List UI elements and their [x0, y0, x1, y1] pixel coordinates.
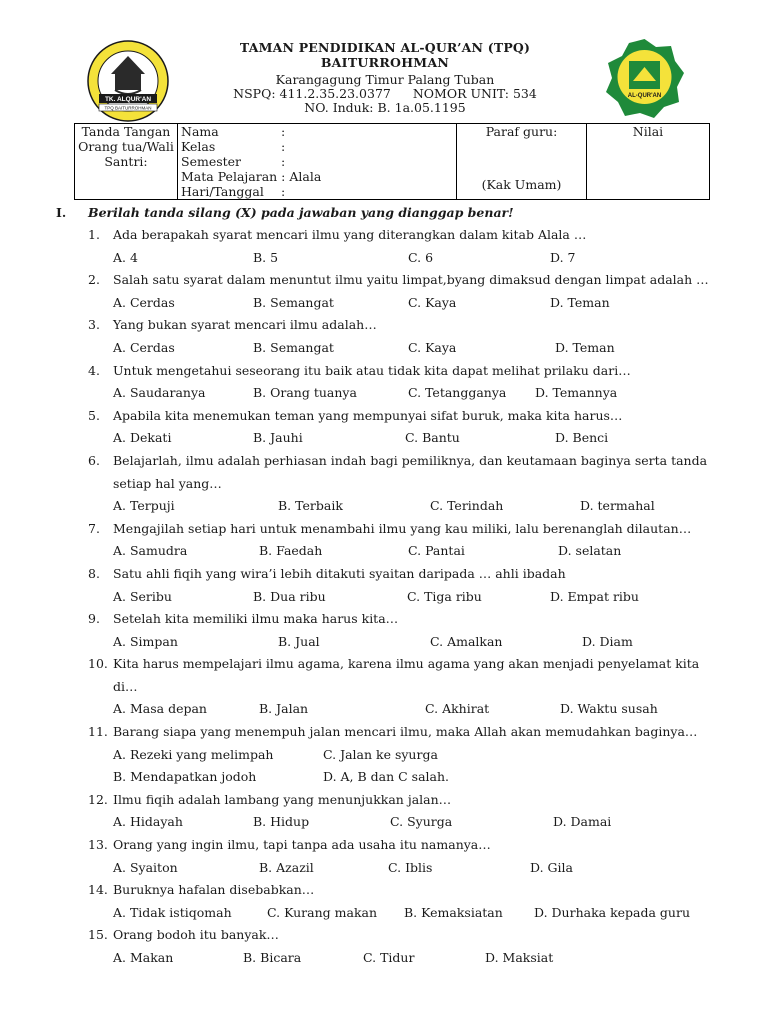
question-text: Salah satu syarat dalam menuntut ilmu yaitu limpat,byang dimaksud dengan limpat adalah … [113, 272, 709, 288]
answer-option[interactable]: B. Jual [278, 633, 320, 649]
answer-option[interactable]: B. Semangat [253, 339, 334, 355]
question-number: 10. [88, 656, 108, 672]
answer-option[interactable]: D. A, B dan C salah. [323, 769, 450, 785]
answer-options-row [88, 811, 728, 834]
answer-option[interactable]: B. Terbaik [278, 498, 343, 514]
answer-option[interactable]: A. Simpan [113, 633, 178, 649]
question-text: Yang bukan syarat mencari ilmu adalah… [113, 317, 377, 333]
question-text: Barang siapa yang menempuh jalan mencari ilmu, maka Allah akan memudahkan baginya… [113, 724, 698, 740]
answer-option[interactable]: D. Teman [555, 339, 615, 355]
school-address: Karangagung Timur Palang Tuban [275, 72, 495, 87]
question-line [88, 360, 728, 383]
signature-label-line2: Orang tua/Wali [78, 139, 174, 154]
school-name: TAMAN PENDIDIKAN AL-QUR’AN (TPQ) [239, 40, 531, 55]
answer-option[interactable]: A. Cerdas [113, 339, 175, 355]
question-number: 15. [88, 927, 108, 943]
question-number: 2. [88, 272, 100, 288]
question-number: 8. [88, 565, 100, 581]
question-number: 3. [88, 317, 100, 333]
answer-option[interactable]: B. Orang tuanya [253, 385, 357, 401]
question-text: di… [113, 678, 138, 694]
answer-option[interactable]: A. Tidak istiqomah [113, 904, 232, 920]
answer-option[interactable]: D. Waktu susah [560, 701, 658, 717]
answer-option[interactable]: B. Azazil [259, 859, 314, 875]
answer-options-row [88, 698, 728, 721]
instruction-text: Berilah tanda silang (X) pada jawaban yang dianggap benar! [88, 205, 514, 220]
answer-option[interactable]: C. Bantu [405, 430, 460, 446]
answer-option[interactable]: A. Masa depan [113, 701, 207, 717]
field-name-colon: : [281, 124, 286, 139]
teacher-name: (Kak Umam) [481, 177, 562, 192]
question-line [88, 721, 728, 744]
answer-option[interactable]: C. Tidur [363, 950, 415, 965]
induk-number: NO. Induk: B. 1a.05.1195 [304, 100, 466, 115]
answer-option[interactable]: A. 4 [113, 249, 138, 265]
answer-option[interactable]: D. Temannya [535, 385, 618, 401]
question-item [88, 224, 728, 269]
signature-label-line1: Tanda Tangan [81, 124, 171, 139]
field-semester-label: Semester [181, 154, 242, 169]
answer-option[interactable]: A. Dekati [113, 430, 172, 446]
question-number: 12. [88, 791, 108, 807]
logo-left-subtext: TPQ BAITURROHMAN [104, 105, 152, 111]
question-line [88, 314, 728, 337]
question-item [88, 834, 728, 879]
answer-option[interactable]: D. Durhaka kepada guru [534, 904, 691, 920]
answer-option[interactable]: C. Pantai [408, 543, 465, 559]
question-item [88, 608, 728, 653]
question-number: 9. [88, 611, 100, 627]
teacher-initial-label: Paraf guru: [485, 124, 558, 139]
field-semester[interactable] [181, 154, 453, 169]
answer-option[interactable]: D. 7 [550, 249, 576, 265]
answer-options-row [88, 495, 728, 518]
question-text: Kita harus mempelajari ilmu agama, karena ilmu agama yang akan menjadi penyelamat kita [113, 656, 700, 672]
answer-option[interactable]: C. Terindah [430, 498, 504, 514]
score-label: Nilai [632, 124, 664, 139]
field-semester-colon: : [281, 154, 286, 169]
logo-left-text: TK. ALQUR'AN [104, 96, 152, 103]
section-number: I. [56, 205, 67, 220]
answer-option[interactable]: B. Semangat [253, 294, 334, 310]
field-subject [181, 169, 453, 184]
question-line [88, 450, 728, 473]
question-item [88, 563, 728, 608]
question-text: Untuk mengetahui seseorang itu baik atau tidak kita dapat melihat prilaku dari… [113, 362, 631, 378]
school-subname: BAITURROHMAN [320, 55, 450, 70]
question-line [88, 473, 728, 496]
question-line [88, 879, 728, 902]
question-text: Orang bodoh itu banyak… [113, 927, 279, 943]
question-line [88, 789, 728, 812]
question-text: Ilmu fiqih adalah lambang yang menunjukkan jalan… [113, 791, 452, 807]
question-item [88, 721, 728, 789]
question-text: Satu ahli fiqih yang wira’i lebih ditakuti syaitan daripada … ahli ibadah [113, 565, 566, 581]
nspq-text: NSPQ: 411.2.35.23.0377 [233, 86, 391, 101]
question-text: Apabila kita menemukan teman yang mempunyai sifat buruk, maka kita harus… [113, 407, 623, 423]
answer-option[interactable]: A. Syaiton [113, 859, 178, 875]
student-info-table [74, 123, 710, 200]
answer-option[interactable]: A. Saudaranya [113, 385, 206, 401]
score-cell[interactable] [587, 124, 710, 200]
answer-option[interactable]: A. Samudra [113, 543, 188, 559]
answer-options-row [88, 766, 728, 789]
answer-options-row [88, 947, 728, 970]
student-fields-cell [178, 124, 457, 200]
answer-option[interactable]: A. Terpuji [113, 498, 175, 514]
question-line [88, 653, 728, 676]
question-line [88, 269, 728, 292]
logo-right-text: AL-QUR'AN [627, 93, 662, 99]
question-number: 7. [88, 520, 100, 536]
answer-option[interactable]: B. Mendapatkan jodoh [113, 769, 257, 785]
field-class[interactable] [181, 139, 453, 154]
unit-number-text: NOMOR UNIT: 534 [412, 86, 537, 101]
field-subject-label: Mata Pelajaran : Alala [181, 169, 322, 184]
answer-option[interactable]: C. Amalkan [430, 633, 503, 649]
answer-option[interactable]: A. Seribu [113, 588, 172, 604]
question-item [88, 360, 728, 405]
instruction [56, 205, 514, 220]
question-number: 13. [88, 837, 108, 853]
answer-option[interactable]: B. Hidup [253, 814, 310, 830]
answer-options-row [88, 292, 728, 315]
question-item [88, 405, 728, 450]
answer-option[interactable]: C. Kaya [408, 339, 457, 355]
question-list [88, 224, 728, 970]
answer-options-row [88, 857, 728, 880]
question-line [88, 676, 728, 699]
answer-option[interactable]: B. Kemaksiatan [404, 904, 503, 920]
answer-options-row [88, 382, 728, 405]
field-name[interactable] [181, 124, 453, 139]
parent-signature-cell [75, 124, 178, 200]
question-item [88, 450, 728, 518]
answer-option[interactable]: C. Kaya [408, 294, 457, 310]
answer-option[interactable]: D. Maksiat [485, 950, 554, 965]
question-line [88, 224, 728, 247]
answer-option[interactable]: D. Empat ribu [550, 588, 639, 604]
question-number: 6. [88, 452, 100, 468]
answer-option[interactable]: C. Akhirat [425, 701, 490, 717]
question-text: Mengajilah setiap hari untuk menambahi ilmu yang kau miliki, lalu berenanglah dilautan… [113, 520, 692, 536]
answer-option[interactable]: A. Makan [113, 950, 174, 965]
answer-options-row [88, 744, 728, 767]
question-line [88, 834, 728, 857]
answer-option[interactable]: B. Bicara [243, 950, 302, 965]
question-text: Setelah kita memiliki ilmu maka harus kita… [113, 611, 399, 627]
question-number: 4. [88, 362, 100, 378]
field-date[interactable] [181, 184, 453, 199]
field-class-colon: : [281, 139, 286, 154]
answer-option[interactable]: D. Benci [555, 430, 609, 446]
field-date-label: Hari/Tanggal [181, 184, 264, 199]
question-item [88, 518, 728, 563]
question-line [88, 405, 728, 428]
tpq-logo-right [603, 37, 686, 120]
answer-options-row [88, 540, 728, 563]
question-text: setiap hal yang… [113, 475, 222, 491]
answer-option[interactable]: B. Dua ribu [253, 588, 326, 604]
signature-label-line3: Santri: [104, 154, 148, 169]
answer-option[interactable]: D. termahal [580, 498, 655, 514]
question-text: Belajarlah, ilmu adalah perhiasan indah bagi pemiliknya, dan keutamaan baginya serta tanda [113, 452, 708, 468]
question-item [88, 879, 728, 924]
answer-option[interactable]: B. 5 [253, 249, 279, 265]
answer-option[interactable]: B. Faedah [259, 543, 323, 559]
question-line [88, 608, 728, 631]
answer-option[interactable]: C. Iblis [388, 859, 433, 875]
tpq-logo-left [87, 40, 169, 122]
answer-option[interactable]: B. Jalan [259, 701, 309, 717]
question-item [88, 269, 728, 314]
document-header [0, 0, 768, 120]
teacher-initial-cell[interactable] [457, 124, 587, 200]
answer-options-row [88, 247, 728, 270]
answer-option[interactable]: C. Tiga ribu [407, 588, 482, 604]
question-text: Buruknya hafalan disebabkan… [113, 882, 315, 898]
question-line [88, 924, 728, 947]
answer-option[interactable]: C. Tetangganya [408, 385, 507, 401]
question-line [88, 518, 728, 541]
answer-option[interactable]: C. Jalan ke syurga [323, 746, 438, 762]
answer-option[interactable]: C. Kurang makan [267, 904, 378, 920]
answer-option[interactable]: A. Rezeki yang melimpah [113, 746, 274, 762]
answer-option[interactable]: B. Jauhi [253, 430, 303, 446]
answer-option[interactable]: D. Teman [550, 294, 610, 310]
answer-option[interactable]: C. Syurga [390, 814, 453, 830]
answer-option[interactable]: D. selatan [558, 543, 622, 559]
answer-options-row [88, 427, 728, 450]
field-class-label: Kelas [181, 139, 216, 154]
school-codes [180, 86, 590, 101]
answer-options-row [88, 631, 728, 654]
question-line [88, 563, 728, 586]
answer-options-row [88, 337, 728, 360]
answer-options-row [88, 586, 728, 609]
question-number: 14. [88, 882, 108, 898]
answer-options-row [88, 902, 728, 925]
question-item [88, 314, 728, 359]
question-number: 1. [88, 227, 100, 242]
question-item [88, 924, 728, 969]
answer-option[interactable]: D. Damai [553, 814, 612, 830]
question-item [88, 653, 728, 721]
field-date-colon: : [281, 184, 286, 199]
field-name-label: Nama [181, 124, 219, 139]
question-text: Orang yang ingin ilmu, tapi tanpa ada usaha itu namanya… [113, 837, 491, 853]
answer-option[interactable]: A. Hidayah [113, 814, 183, 830]
answer-option[interactable]: A. Cerdas [113, 294, 175, 310]
answer-option[interactable]: C. 6 [408, 249, 434, 265]
question-text: Ada berapakah syarat mencari ilmu yang diterangkan dalam kitab Alala … [113, 227, 587, 242]
answer-option[interactable]: D. Diam [582, 633, 633, 649]
question-number: 5. [88, 407, 100, 423]
question-item [88, 789, 728, 834]
answer-option[interactable]: D. Gila [530, 859, 573, 875]
question-number: 11. [88, 724, 108, 740]
